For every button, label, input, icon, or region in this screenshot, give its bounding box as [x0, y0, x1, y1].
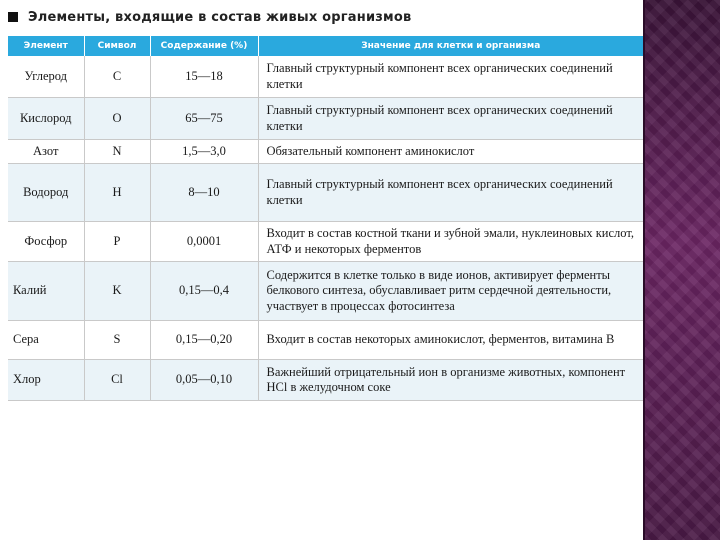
table-row [8, 222, 643, 262]
bullet-square-icon [8, 12, 18, 22]
table-row [8, 360, 643, 401]
column-header-symbol: Символ [84, 36, 150, 56]
heading-text: Элементы, входящие в состав живых организмов [28, 9, 412, 25]
table-row [8, 164, 643, 222]
element-cell: Фосфор [8, 222, 84, 262]
element-cell: Калий [8, 262, 84, 321]
content-cell: 0,15—0,4 [150, 262, 258, 321]
content-cell: 1,5—3,0 [150, 140, 258, 164]
symbol-cell: Cl [84, 360, 150, 401]
content-cell: 65—75 [150, 98, 258, 140]
element-cell: Кислород [8, 98, 84, 140]
role-cell: Входит в состав некоторых аминокислот, ферментов, витамина B [258, 321, 643, 360]
column-header-role: Значение для клетки и организма [258, 36, 643, 56]
role-cell: Обязательный компонент аминокислот [258, 140, 643, 164]
decorative-side-panel [643, 0, 720, 540]
element-cell: Хлор [8, 360, 84, 401]
element-cell: Углерод [8, 56, 84, 98]
slide-heading [8, 7, 638, 27]
element-cell: Водород [8, 164, 84, 222]
table-row [8, 56, 643, 98]
symbol-cell: H [84, 164, 150, 222]
role-cell: Главный структурный компонент всех органических соединений клетки [258, 98, 643, 140]
role-cell: Важнейший отрицательный ион в организме животных, компонент HCl в желудочном соке [258, 360, 643, 401]
symbol-cell: S [84, 321, 150, 360]
content-cell: 8—10 [150, 164, 258, 222]
symbol-cell: C [84, 56, 150, 98]
table-row [8, 321, 643, 360]
table-row [8, 262, 643, 321]
symbol-cell: P [84, 222, 150, 262]
panel-edge [643, 0, 645, 540]
content-cell: 0,0001 [150, 222, 258, 262]
table-header-row [8, 36, 643, 56]
role-cell: Содержится в клетке только в виде ионов, активирует ферменты белкового синтеза, обуславливает ритм сердечной деятельности, участвует в процессах фотосинтеза [258, 262, 643, 321]
content-cell: 0,05—0,10 [150, 360, 258, 401]
column-header-element: Элемент [8, 36, 84, 56]
element-cell: Азот [8, 140, 84, 164]
panel-texture [643, 0, 720, 540]
element-cell: Сера [8, 321, 84, 360]
column-header-content: Содержание (%) [150, 36, 258, 56]
symbol-cell: O [84, 98, 150, 140]
table-row [8, 140, 643, 164]
table-row [8, 98, 643, 140]
role-cell: Главный структурный компонент всех органических соединений клетки [258, 56, 643, 98]
role-cell: Входит в состав костной ткани и зубной эмали, нуклеиновых кислот, АТФ и некоторых ферментов [258, 222, 643, 262]
symbol-cell: K [84, 262, 150, 321]
content-cell: 15—18 [150, 56, 258, 98]
content-cell: 0,15—0,20 [150, 321, 258, 360]
role-cell: Главный структурный компонент всех органических соединений клетки [258, 164, 643, 222]
elements-table [8, 36, 643, 401]
symbol-cell: N [84, 140, 150, 164]
